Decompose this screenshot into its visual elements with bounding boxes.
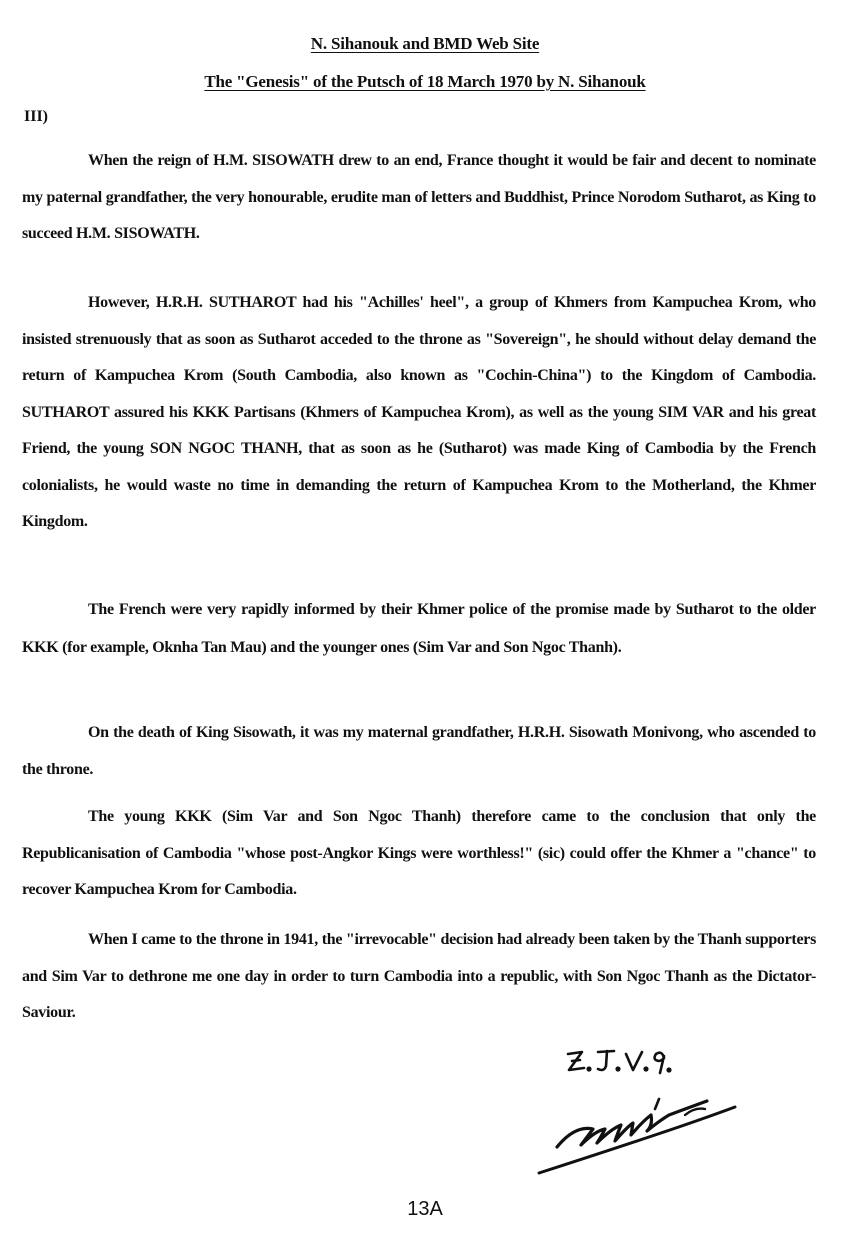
section-number: III) xyxy=(24,108,49,125)
header-site-title: N. Sihanouk and BMD Web Site xyxy=(310,34,540,53)
paragraph-2: However, H.R.H. SUTHAROT had his "Achilles' heel", a group of Khmers from Kampuchea Krom, who insisted strenuously that as soon as Sutharot acceded to the throne as "Sovereign", he should without delay demand the return of Kampuchea Krom (South Cambodia, also known as "Cochin-China") to the Kingdom of Cambodia. SUTHAROT assured his KKK Partisans (Khmers of Kampuchea Krom), as well as the young SIM VAR and his great Friend, the young SON NGOC THANH, that as soon as he (Sutharot) was made King of Cambodia by the French colonialists, he would waste no time in demanding the return of Kampuchea Krom to the Motherland, the Khmer Kingdom. xyxy=(22,294,816,530)
handwritten-initials xyxy=(560,1040,700,1080)
page-number: 13A xyxy=(407,1198,443,1220)
paragraph-3: The French were very rapidly informed by their Khmer police of the promise made by Sutharot to the older KKK (for example, Oknha Tan Mau) and the younger ones (Sim Var and Son Ngoc Thanh). xyxy=(22,601,816,656)
handwritten-signature xyxy=(535,1085,745,1180)
paragraph-4: On the death of King Sisowath, it was my maternal grandfather, H.R.H. Sisowath Monivong, who ascended to the throne. xyxy=(22,724,816,778)
paragraph-6: When I came to the throne in 1941, the "irrevocable" decision had already been taken by the Thanh supporters and Sim Var to dethrone me one day in order to turn Cambodia into a republic, with Son Ngoc Thanh as the Dictator-Saviour. xyxy=(22,931,816,1021)
paragraph-5: The young KKK (Sim Var and Son Ngoc Thanh) therefore came to the conclusion that only the Republicanisation of Cambodia "whose post-Angkor Kings were worthless!" (sic) could offer the Khmer a "chance" to recover Kampuchea Krom for Cambodia. xyxy=(22,808,816,898)
paragraph-1: When the reign of H.M. SISOWATH drew to an end, France thought it would be fair and decent to nominate my paternal grandfather, the very honourable, erudite man of letters and Buddhist, Prince Norodom Sutharot, as King to succeed H.M. SISOWATH. xyxy=(22,152,816,242)
header-document-title: The "Genesis" of the Putsch of 18 March 1970 by N. Sihanouk xyxy=(204,72,646,91)
